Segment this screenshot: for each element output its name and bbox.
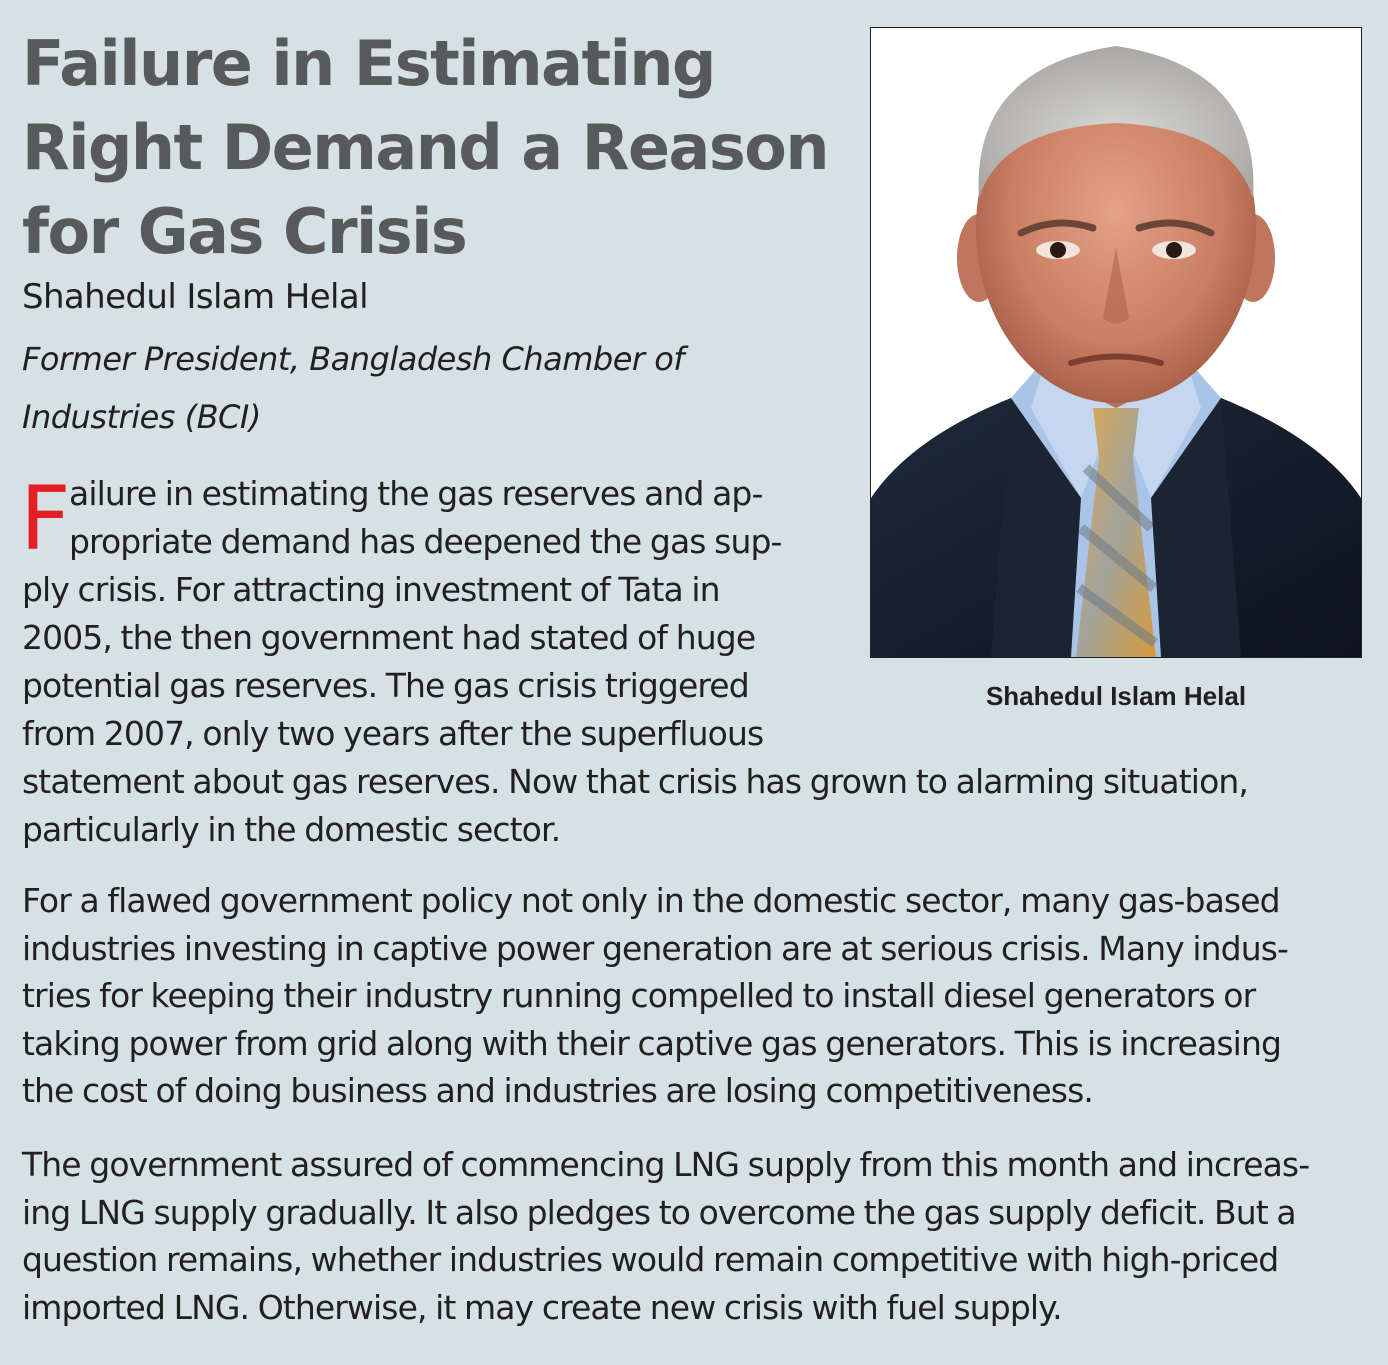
paragraph-line: the cost of doing business and industries are losing competitiveness. — [22, 1071, 1093, 1110]
photo-caption: Shahedul Islam Helal — [985, 681, 1247, 711]
role-line: Industries (BCI) — [22, 398, 261, 436]
title-line: for Gas Crisis — [22, 195, 467, 268]
article-title — [22, 22, 852, 274]
title-line: Right Demand a Reason — [22, 111, 828, 184]
paragraph-line: ing LNG supply gradually. It also pledges to overcome the gas supply deficit. But a — [22, 1192, 1296, 1232]
paragraph-line: industries investing in captive power generation are at serious crisis. Many indus- — [22, 928, 1289, 968]
paragraph-line: imported LNG. Otherwise, it may create new crisis with fuel supply. — [22, 1287, 1062, 1327]
paragraph-line: from 2007, only two years after the superfluous — [22, 714, 764, 753]
paragraph-line: taking power from grid along with their captive gas generators. This is increasing — [22, 1023, 1282, 1063]
author-role — [22, 330, 684, 446]
author-name: Shahedul Islam Helal — [22, 277, 368, 317]
paragraph-line: potential gas reserves. The gas crisis triggered — [22, 666, 749, 705]
paragraph-line: ply crisis. For attracting investment of Tata in — [22, 570, 720, 609]
paragraph-line: statement about gas reserves. Now that crisis has grown to alarming situation, — [22, 762, 1248, 801]
role-line: Former President, Bangladesh Chamber of — [22, 340, 685, 378]
paragraph-line: ailure in estimating the gas reserves and ap- — [69, 474, 763, 513]
paragraph-3 — [22, 1141, 1309, 1331]
paragraph-line: For a flawed government policy not only in the domestic sector, many gas-based — [22, 881, 1280, 920]
paragraph-line: question remains, whether industries would remain competitive with high-priced — [22, 1240, 1279, 1279]
paragraph-1 — [20, 467, 1248, 854]
paragraph-line: 2005, the then government had stated of huge — [22, 618, 756, 657]
paragraph-line: The government assured of commencing LNG supply from this month and increas- — [22, 1145, 1310, 1184]
paragraph-line: tries for keeping their industry running compelled to install diesel generators or — [22, 976, 1256, 1015]
title-line: Failure in Estimating — [22, 27, 715, 100]
paragraph-line: particularly in the domestic sector. — [22, 810, 561, 849]
drop-cap: F — [20, 467, 71, 570]
paragraph-2 — [22, 877, 1288, 1115]
paragraph-line: propriate demand has deepened the gas sup- — [69, 522, 782, 561]
